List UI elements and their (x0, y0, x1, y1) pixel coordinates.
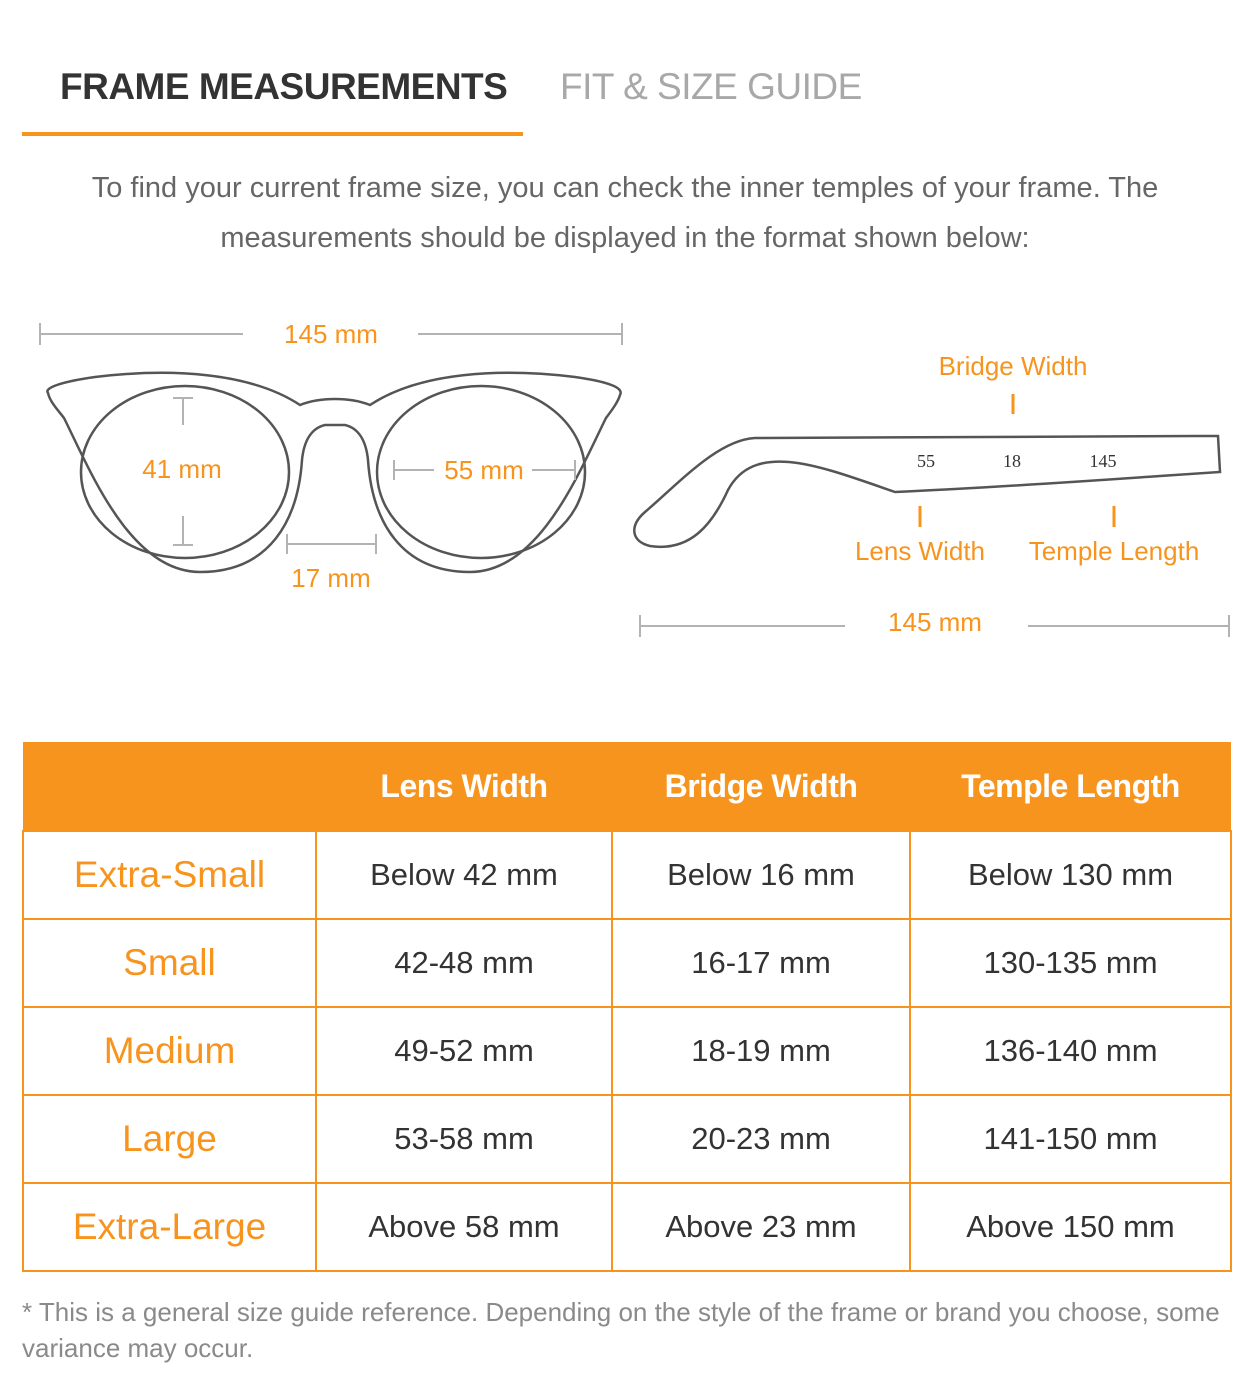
intro-text: To find your current frame size, you can check the inner temples of your frame. The measurements should be displayed in the format shown below: (91, 172, 1159, 254)
table-header-temple-length: Temple Length (910, 742, 1231, 831)
bridge-width-value: 16-17 mm (612, 919, 910, 1007)
side-total-length-label: 145 mm (888, 607, 982, 637)
bridge-width-value: 18-19 mm (612, 1007, 910, 1095)
size-name: Extra-Large (23, 1183, 316, 1271)
lens-height-label: 41 mm (142, 454, 222, 484)
temple-print-temple: 145 (1089, 451, 1117, 471)
bridge-size-label: 17 mm (291, 563, 371, 593)
bridge-width-callout: Bridge Width (938, 351, 1088, 381)
table-row (23, 1095, 1231, 1183)
temple-length-value: Below 130 mm (910, 831, 1231, 919)
bridge-dimension (287, 534, 376, 554)
table-row (23, 919, 1231, 1007)
table-header-size (23, 742, 316, 831)
table-row (23, 831, 1231, 919)
table-row (23, 1007, 1231, 1095)
front-total-width-label: 145 mm (284, 319, 378, 349)
size-name: Large (23, 1095, 316, 1183)
lens-width-value: 53-58 mm (316, 1095, 612, 1183)
temple-length-value: 141-150 mm (910, 1095, 1231, 1183)
size-name: Small (23, 919, 316, 1007)
lens-width-value: Above 58 mm (316, 1183, 612, 1271)
table-header-row (23, 742, 1231, 831)
table-header-bridge-width: Bridge Width (612, 742, 910, 831)
lens-width-value: Below 42 mm (316, 831, 612, 919)
temple-length-value: 136-140 mm (910, 1007, 1231, 1095)
size-name: Extra-Small (23, 831, 316, 919)
tab-frame-measurements[interactable]: FRAME MEASUREMENTS (60, 66, 508, 107)
temple-print-bridge: 18 (1003, 451, 1021, 471)
bridge-width-value: Below 16 mm (612, 831, 910, 919)
table-row (23, 1183, 1231, 1271)
size-guide-footnote: * This is a general size guide reference. Depending on the style of the frame or brand you choose, some variance may occur. (22, 1297, 1220, 1363)
bridge-width-value: Above 23 mm (612, 1183, 910, 1271)
lens-width-value: 42-48 mm (316, 919, 612, 1007)
tab-bar (22, 60, 1230, 136)
tab-fit-size-guide[interactable]: FIT & SIZE GUIDE (560, 66, 862, 107)
lens-width-callout: Lens Width (854, 536, 986, 566)
table-header-lens-width: Lens Width (316, 742, 612, 831)
temple-length-value: Above 150 mm (910, 1183, 1231, 1271)
lens-width-label: 55 mm (444, 455, 524, 485)
active-tab-indicator (22, 132, 523, 136)
temple-print-lens: 55 (917, 451, 935, 471)
size-table (22, 742, 1232, 1272)
frame-measurement-diagram (0, 300, 1250, 660)
lens-width-value: 49-52 mm (316, 1007, 612, 1095)
bridge-width-value: 20-23 mm (612, 1095, 910, 1183)
temple-length-value: 130-135 mm (910, 919, 1231, 1007)
glasses-front-icon (47, 373, 620, 572)
size-name: Medium (23, 1007, 316, 1095)
temple-length-callout: Temple Length (1028, 536, 1200, 566)
